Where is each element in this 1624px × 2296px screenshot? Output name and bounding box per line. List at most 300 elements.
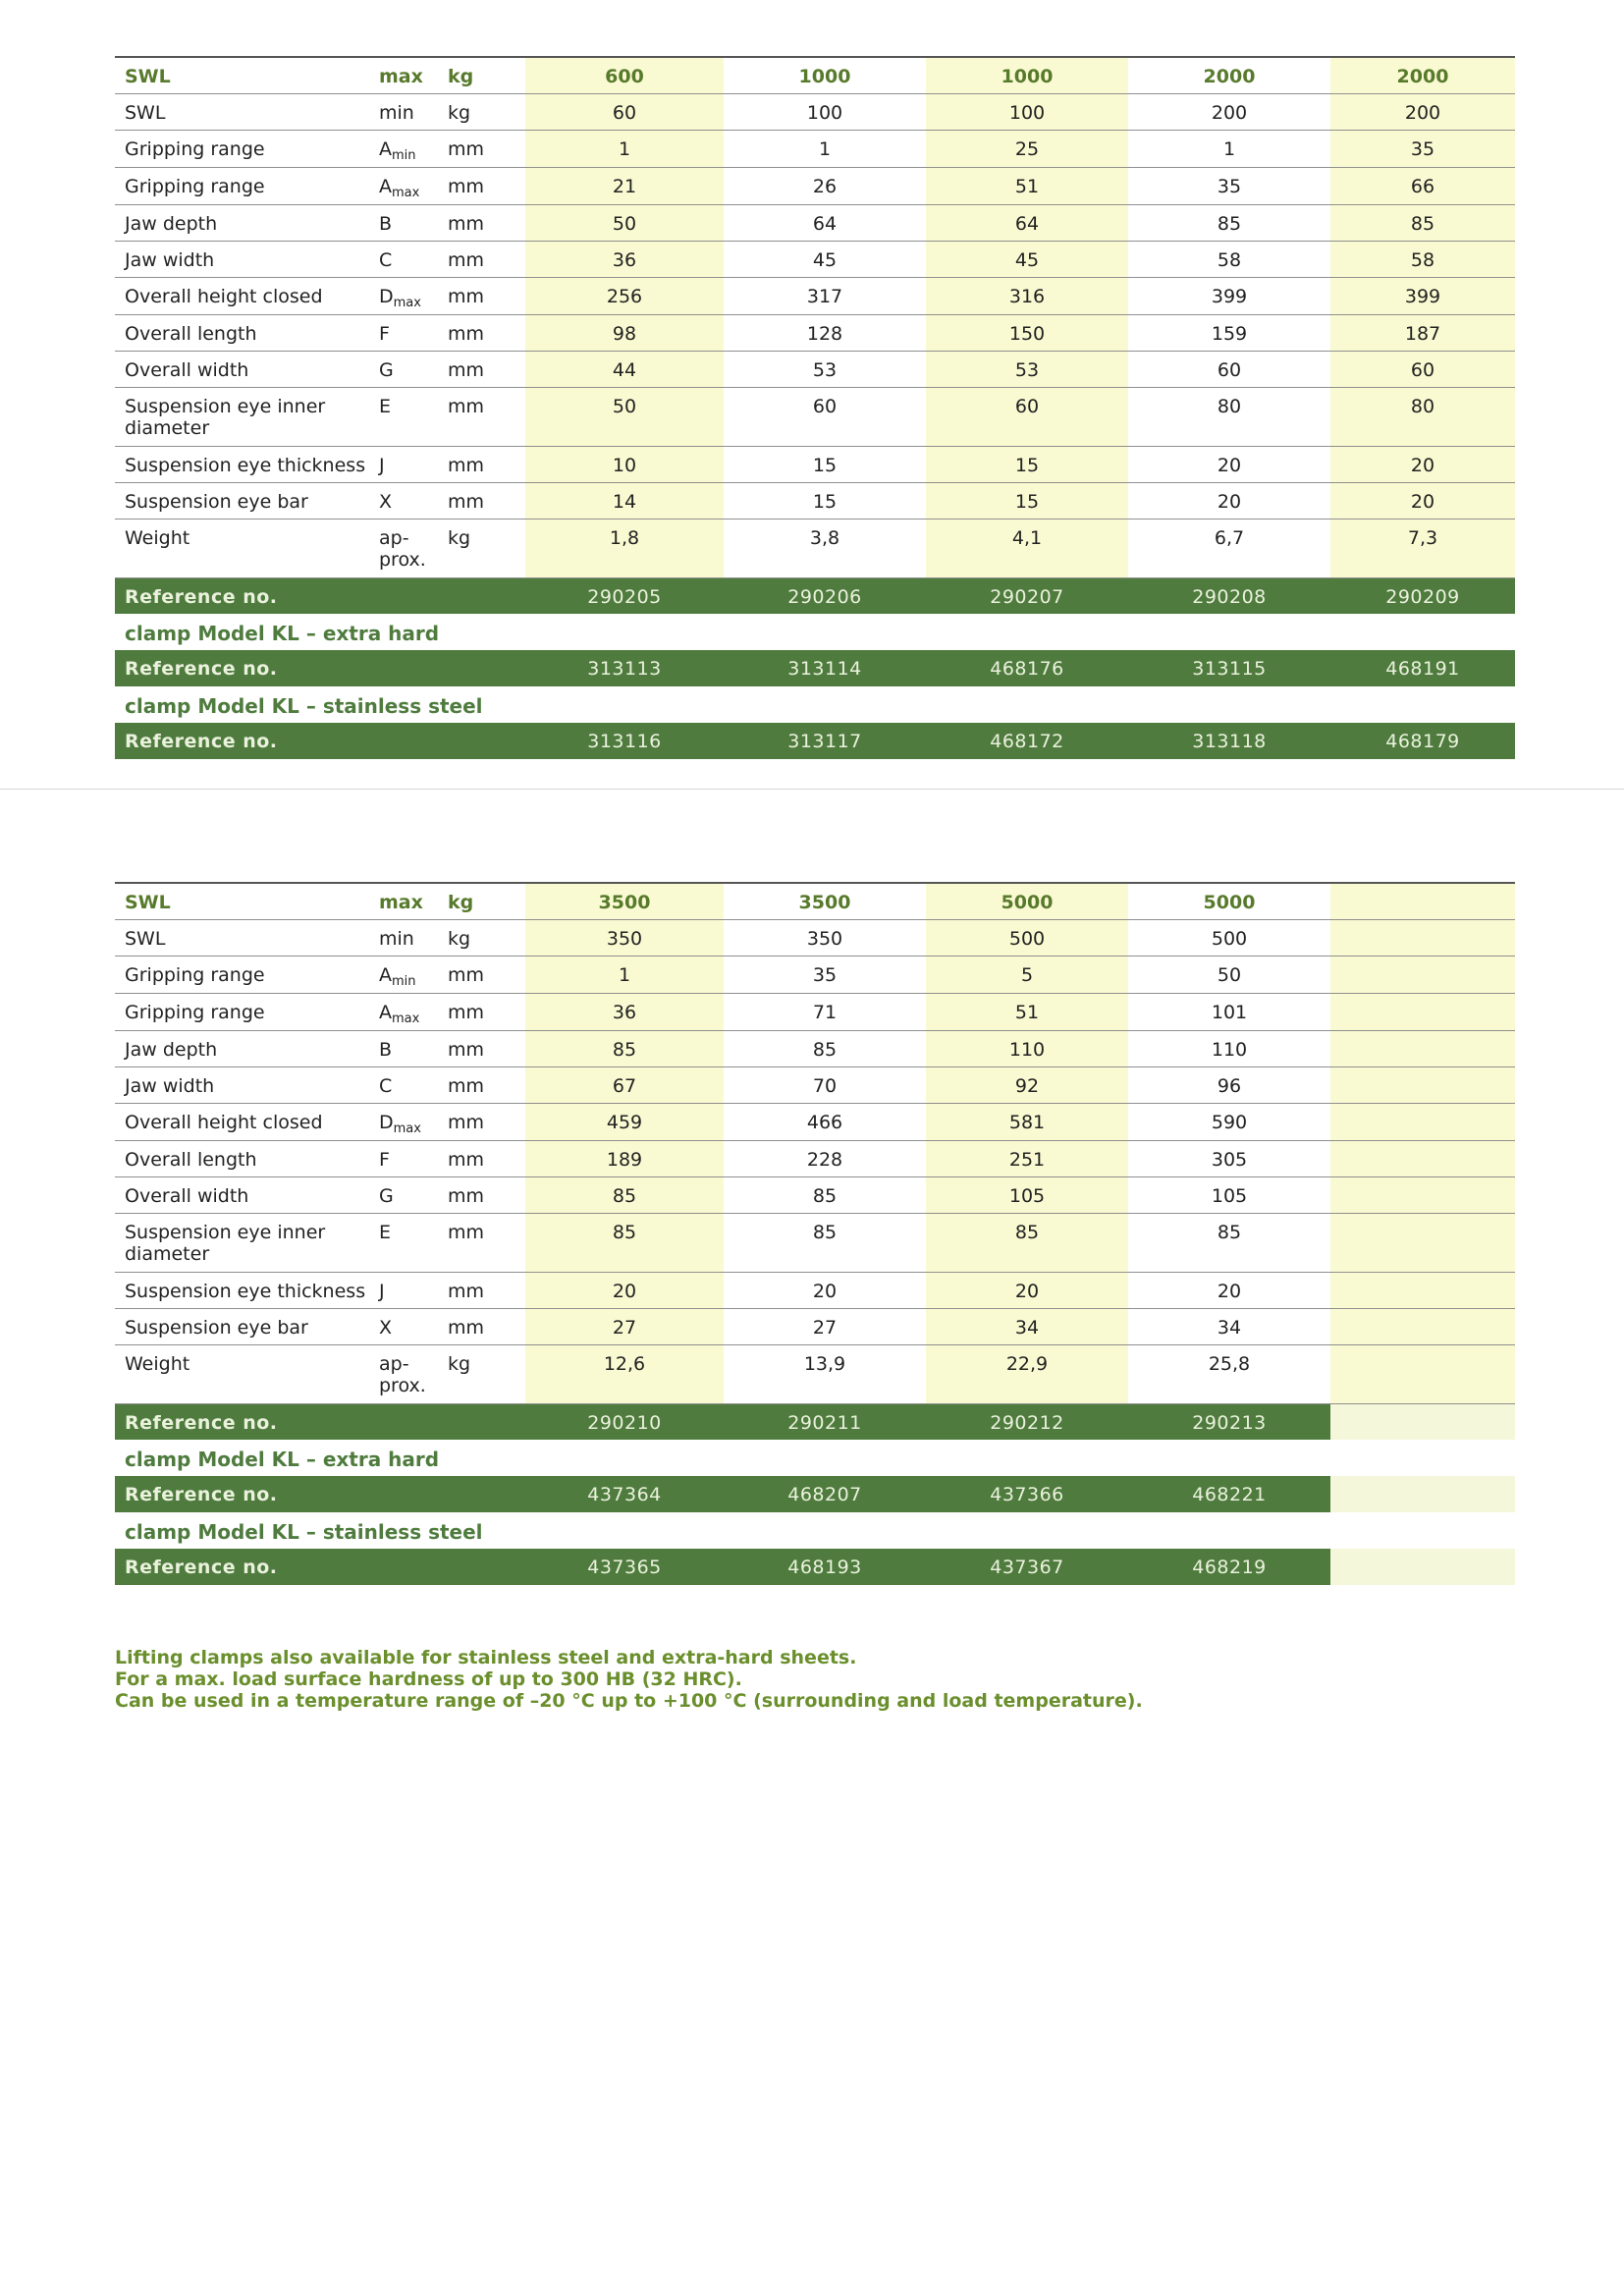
value-cell: 12,6: [525, 1344, 724, 1403]
value-cell: 85: [926, 1213, 1128, 1272]
value-cell: 159: [1128, 314, 1330, 351]
value-cell: [1330, 993, 1515, 1030]
spec-row: [115, 277, 1515, 314]
value-cell: 350: [724, 919, 926, 956]
value-cell: 80: [1128, 387, 1330, 446]
symbol-text: C: [379, 248, 393, 271]
value-cell: 85: [525, 1213, 724, 1272]
value-cell: 187: [1330, 314, 1515, 351]
reference-number: 313115: [1128, 650, 1330, 686]
value-cell: 51: [926, 167, 1128, 204]
value-cell: 105: [926, 1176, 1128, 1213]
row-unit: kg: [444, 57, 525, 93]
row-unit: mm: [444, 314, 525, 351]
row-label: Suspension eye bar: [115, 1308, 375, 1344]
row-unit: mm: [444, 277, 525, 314]
value-cell: 51: [926, 993, 1128, 1030]
value-cell: 1000: [926, 57, 1128, 93]
value-cell: 45: [926, 241, 1128, 277]
value-cell: 10: [525, 446, 724, 482]
value-cell: 500: [1128, 919, 1330, 956]
row-symbol: [375, 93, 444, 130]
row-label: Overall length: [115, 314, 375, 351]
value-cell: 98: [525, 314, 724, 351]
row-symbol: [375, 314, 444, 351]
row-symbol: max: [375, 57, 444, 93]
spec-row: [115, 1272, 1515, 1308]
row-unit: mm: [444, 1140, 525, 1176]
value-cell: 3500: [525, 883, 724, 919]
row-label: Overall height closed: [115, 1103, 375, 1140]
row-symbol: [375, 446, 444, 482]
value-cell: 15: [724, 482, 926, 519]
symbol-text: ap-prox.: [379, 1352, 426, 1396]
row-label: Jaw depth: [115, 204, 375, 241]
value-cell: 2000: [1330, 57, 1515, 93]
row-unit: mm: [444, 204, 525, 241]
symbol-subscript: max: [392, 1011, 420, 1026]
value-cell: 71: [724, 993, 926, 1030]
row-symbol: [375, 1272, 444, 1308]
value-cell: [1330, 1140, 1515, 1176]
value-cell: 251: [926, 1140, 1128, 1176]
reference-number: 468176: [926, 650, 1128, 686]
note-line-1: Lifting clamps also available for stainless steel and extra-hard sheets.: [115, 1647, 857, 1668]
value-cell: 25,8: [1128, 1344, 1330, 1403]
symbol-text: J: [379, 1280, 385, 1302]
value-cell: 22,9: [926, 1344, 1128, 1403]
symbol-subscript: min: [392, 973, 416, 989]
value-cell: 2000: [1128, 57, 1330, 93]
reference-number: 290211: [724, 1403, 926, 1440]
value-cell: 60: [525, 93, 724, 130]
row-unit: mm: [444, 1308, 525, 1344]
row-label: SWL: [115, 57, 375, 93]
value-cell: 14: [525, 482, 724, 519]
value-cell: 1: [525, 130, 724, 167]
reference-number: 290210: [525, 1403, 724, 1440]
row-label: Weight: [115, 1344, 375, 1403]
row-unit: mm: [444, 1066, 525, 1103]
symbol-text: G: [379, 1184, 394, 1207]
value-cell: 58: [1330, 241, 1515, 277]
row-label: Suspension eye inner diameter: [115, 1213, 375, 1272]
value-cell: 5: [926, 956, 1128, 993]
row-label: Suspension eye bar: [115, 482, 375, 519]
row-symbol: [375, 351, 444, 387]
spec-row: [115, 446, 1515, 482]
value-cell: 64: [926, 204, 1128, 241]
reference-number: 437367: [926, 1549, 1128, 1585]
symbol-text: B: [379, 212, 393, 235]
row-label: Overall width: [115, 1176, 375, 1213]
value-cell: 96: [1128, 1066, 1330, 1103]
row-label: Overall height closed: [115, 277, 375, 314]
value-cell: 85: [724, 1030, 926, 1066]
value-cell: 399: [1128, 277, 1330, 314]
value-cell: 317: [724, 277, 926, 314]
value-cell: 58: [1128, 241, 1330, 277]
row-label: SWL: [115, 919, 375, 956]
row-unit: mm: [444, 446, 525, 482]
reference-number: 290207: [926, 577, 1128, 614]
row-unit: mm: [444, 1030, 525, 1066]
row-unit: mm: [444, 1103, 525, 1140]
value-cell: [1330, 1272, 1515, 1308]
row-symbol: [375, 387, 444, 446]
symbol-text: X: [379, 1316, 393, 1339]
availability-note: [115, 1647, 1391, 1712]
row-unit: mm: [444, 1176, 525, 1213]
spec-row: [115, 204, 1515, 241]
model-section-row: [115, 686, 1515, 723]
value-cell: 60: [1330, 351, 1515, 387]
value-cell: 399: [1330, 277, 1515, 314]
value-cell: 20: [1128, 446, 1330, 482]
reference-number: 290205: [525, 577, 724, 614]
reference-number: 313116: [525, 723, 724, 759]
value-cell: [1330, 919, 1515, 956]
row-symbol: [375, 482, 444, 519]
value-cell: 20: [724, 1272, 926, 1308]
value-cell: 1: [525, 956, 724, 993]
reference-row: [115, 723, 1515, 759]
model-section-title: clamp Model KL – extra hard: [115, 1440, 1515, 1476]
value-cell: 15: [724, 446, 926, 482]
spec-row: [115, 519, 1515, 577]
value-cell: 105: [1128, 1176, 1330, 1213]
reference-row: [115, 1476, 1515, 1512]
reference-label: Reference no.: [115, 1403, 525, 1440]
row-symbol: [375, 1308, 444, 1344]
value-cell: 459: [525, 1103, 724, 1140]
value-cell: 1: [724, 130, 926, 167]
symbol-text: ap-prox.: [379, 526, 426, 571]
spec-row: [115, 919, 1515, 956]
row-unit: kg: [444, 919, 525, 956]
value-cell: [1330, 1030, 1515, 1066]
row-label: Weight: [115, 519, 375, 577]
row-label: Suspension eye inner diameter: [115, 387, 375, 446]
value-cell: 27: [724, 1308, 926, 1344]
spec-row: [115, 1103, 1515, 1140]
value-cell: 50: [1128, 956, 1330, 993]
spec-row: [115, 1066, 1515, 1103]
value-cell: 35: [724, 956, 926, 993]
symbol-text: F: [379, 1148, 390, 1171]
symbol-text: B: [379, 1038, 393, 1061]
value-cell: 44: [525, 351, 724, 387]
value-cell: 45: [724, 241, 926, 277]
row-symbol: max: [375, 883, 444, 919]
spec-table-2: [115, 882, 1515, 1586]
value-cell: 110: [926, 1030, 1128, 1066]
value-cell: [1330, 1344, 1515, 1403]
row-unit: mm: [444, 167, 525, 204]
row-label: Jaw width: [115, 1066, 375, 1103]
value-cell: 1,8: [525, 519, 724, 577]
value-cell: [1330, 1176, 1515, 1213]
page-divider: [0, 789, 1624, 790]
row-symbol: [375, 167, 444, 204]
row-symbol: [375, 1140, 444, 1176]
swl-max-row: [115, 883, 1515, 919]
value-cell: [1330, 1103, 1515, 1140]
spec-row: [115, 1344, 1515, 1403]
value-cell: 100: [724, 93, 926, 130]
value-cell: 101: [1128, 993, 1330, 1030]
spec-row: [115, 93, 1515, 130]
model-section-row: [115, 1512, 1515, 1549]
value-cell: 36: [525, 993, 724, 1030]
value-cell: 20: [1128, 1272, 1330, 1308]
row-unit: mm: [444, 387, 525, 446]
note-line-2: For a max. load surface hardness of up to 300 HB (32 HRC).: [115, 1668, 742, 1690]
symbol-text: D: [379, 285, 394, 307]
swl-max-row: [115, 57, 1515, 93]
row-unit: mm: [444, 482, 525, 519]
row-label: Suspension eye thickness: [115, 446, 375, 482]
row-symbol: [375, 1213, 444, 1272]
value-cell: 350: [525, 919, 724, 956]
row-unit: mm: [444, 351, 525, 387]
row-unit: mm: [444, 1213, 525, 1272]
symbol-text: D: [379, 1111, 394, 1133]
row-unit: kg: [444, 93, 525, 130]
reference-number: 313118: [1128, 723, 1330, 759]
reference-number: [1330, 1403, 1515, 1440]
row-label: SWL: [115, 93, 375, 130]
reference-number: [1330, 1476, 1515, 1512]
row-symbol: [375, 956, 444, 993]
reference-label: Reference no.: [115, 1476, 525, 1512]
reference-label: Reference no.: [115, 577, 525, 614]
value-cell: 600: [525, 57, 724, 93]
spec-table-1: [115, 56, 1515, 760]
value-cell: [1330, 956, 1515, 993]
reference-label: Reference no.: [115, 723, 525, 759]
reference-label: Reference no.: [115, 650, 525, 686]
value-cell: 256: [525, 277, 724, 314]
reference-number: 313113: [525, 650, 724, 686]
value-cell: 70: [724, 1066, 926, 1103]
spec-row: [115, 482, 1515, 519]
reference-number: 290212: [926, 1403, 1128, 1440]
symbol-subscript: max: [392, 185, 420, 200]
value-cell: 150: [926, 314, 1128, 351]
value-cell: 20: [1128, 482, 1330, 519]
row-symbol: [375, 993, 444, 1030]
value-cell: 80: [1330, 387, 1515, 446]
row-label: Jaw depth: [115, 1030, 375, 1066]
symbol-text: G: [379, 358, 394, 381]
value-cell: 50: [525, 204, 724, 241]
symbol-text: C: [379, 1074, 393, 1097]
value-cell: 5000: [1128, 883, 1330, 919]
value-cell: 50: [525, 387, 724, 446]
row-symbol: [375, 130, 444, 167]
value-cell: 305: [1128, 1140, 1330, 1176]
reference-number: [1330, 1549, 1515, 1585]
reference-number: 437364: [525, 1476, 724, 1512]
value-cell: 92: [926, 1066, 1128, 1103]
reference-number: 290208: [1128, 577, 1330, 614]
symbol-subscript: max: [393, 295, 421, 310]
value-cell: 85: [1128, 1213, 1330, 1272]
row-label: Gripping range: [115, 993, 375, 1030]
value-cell: 15: [926, 482, 1128, 519]
row-label: SWL: [115, 883, 375, 919]
value-cell: 20: [1330, 482, 1515, 519]
value-cell: 64: [724, 204, 926, 241]
value-cell: 85: [724, 1176, 926, 1213]
symbol-text: A: [379, 175, 392, 197]
row-symbol: [375, 204, 444, 241]
value-cell: 85: [724, 1213, 926, 1272]
symbol-text: min: [379, 927, 414, 950]
value-cell: 15: [926, 446, 1128, 482]
symbol-text: E: [379, 395, 392, 417]
spec-row: [115, 351, 1515, 387]
value-cell: 35: [1330, 130, 1515, 167]
value-cell: 200: [1128, 93, 1330, 130]
value-cell: 316: [926, 277, 1128, 314]
row-symbol: [375, 1344, 444, 1403]
value-cell: 5000: [926, 883, 1128, 919]
reference-number: 468191: [1330, 650, 1515, 686]
reference-number: 468207: [724, 1476, 926, 1512]
reference-row: [115, 1403, 1515, 1440]
spec-row: [115, 387, 1515, 446]
row-unit: mm: [444, 130, 525, 167]
symbol-text: A: [379, 963, 392, 986]
symbol-text: J: [379, 454, 385, 476]
value-cell: 25: [926, 130, 1128, 167]
row-unit: kg: [444, 1344, 525, 1403]
row-symbol: [375, 1103, 444, 1140]
symbol-text: A: [379, 1001, 392, 1023]
value-cell: 20: [926, 1272, 1128, 1308]
value-cell: [1330, 883, 1515, 919]
spec-row: [115, 1140, 1515, 1176]
row-symbol: [375, 241, 444, 277]
model-section-title: clamp Model KL – extra hard: [115, 614, 1515, 650]
reference-number: 290213: [1128, 1403, 1330, 1440]
row-unit: mm: [444, 956, 525, 993]
model-section-title: clamp Model KL – stainless steel: [115, 1512, 1515, 1549]
value-cell: [1330, 1213, 1515, 1272]
reference-number: 468172: [926, 723, 1128, 759]
value-cell: [1330, 1308, 1515, 1344]
row-symbol: [375, 1066, 444, 1103]
note-line-3: Can be used in a temperature range of –20 °C up to +100 °C (surrounding and load temperature).: [115, 1690, 1143, 1712]
value-cell: 85: [525, 1030, 724, 1066]
value-cell: 7,3: [1330, 519, 1515, 577]
value-cell: 128: [724, 314, 926, 351]
value-cell: 21: [525, 167, 724, 204]
row-label: Gripping range: [115, 167, 375, 204]
value-cell: 27: [525, 1308, 724, 1344]
row-symbol: [375, 277, 444, 314]
row-unit: kg: [444, 883, 525, 919]
reference-row: [115, 1549, 1515, 1585]
model-section-row: [115, 1440, 1515, 1476]
row-unit: mm: [444, 241, 525, 277]
reference-number: 313117: [724, 723, 926, 759]
reference-number: 437365: [525, 1549, 724, 1585]
value-cell: 53: [724, 351, 926, 387]
row-label: Gripping range: [115, 956, 375, 993]
model-section-title: clamp Model KL – stainless steel: [115, 686, 1515, 723]
spec-row: [115, 167, 1515, 204]
symbol-text: min: [379, 101, 414, 124]
row-symbol: [375, 519, 444, 577]
value-cell: 35: [1128, 167, 1330, 204]
value-cell: 590: [1128, 1103, 1330, 1140]
spec-row: [115, 314, 1515, 351]
value-cell: 6,7: [1128, 519, 1330, 577]
value-cell: 60: [724, 387, 926, 446]
spec-row: [115, 1030, 1515, 1066]
spec-row: [115, 1213, 1515, 1272]
symbol-text: E: [379, 1221, 392, 1243]
symbol-text: A: [379, 137, 392, 160]
value-cell: 1000: [724, 57, 926, 93]
reference-label: Reference no.: [115, 1549, 525, 1585]
spec-row: [115, 1308, 1515, 1344]
reference-number: 468221: [1128, 1476, 1330, 1512]
symbol-text: X: [379, 490, 393, 513]
reference-row: [115, 577, 1515, 614]
value-cell: 1: [1128, 130, 1330, 167]
value-cell: 67: [525, 1066, 724, 1103]
row-symbol: [375, 1030, 444, 1066]
value-cell: 500: [926, 919, 1128, 956]
value-cell: 228: [724, 1140, 926, 1176]
row-label: Suspension eye thickness: [115, 1272, 375, 1308]
value-cell: 3500: [724, 883, 926, 919]
row-label: Overall width: [115, 351, 375, 387]
reference-number: 468219: [1128, 1549, 1330, 1585]
value-cell: 3,8: [724, 519, 926, 577]
row-label: Overall length: [115, 1140, 375, 1176]
row-symbol: [375, 919, 444, 956]
reference-row: [115, 650, 1515, 686]
value-cell: 34: [1128, 1308, 1330, 1344]
value-cell: 66: [1330, 167, 1515, 204]
value-cell: 466: [724, 1103, 926, 1140]
spec-row: [115, 1176, 1515, 1213]
value-cell: 60: [926, 387, 1128, 446]
value-cell: 4,1: [926, 519, 1128, 577]
reference-number: 290206: [724, 577, 926, 614]
value-cell: 20: [525, 1272, 724, 1308]
value-cell: [1330, 1066, 1515, 1103]
row-unit: mm: [444, 993, 525, 1030]
value-cell: 13,9: [724, 1344, 926, 1403]
symbol-subscript: min: [392, 147, 416, 163]
row-symbol: [375, 1176, 444, 1213]
symbol-text: F: [379, 322, 390, 345]
reference-number: 313114: [724, 650, 926, 686]
row-unit: mm: [444, 1272, 525, 1308]
value-cell: 200: [1330, 93, 1515, 130]
value-cell: 110: [1128, 1030, 1330, 1066]
value-cell: 100: [926, 93, 1128, 130]
row-label: Gripping range: [115, 130, 375, 167]
spec-row: [115, 956, 1515, 993]
symbol-subscript: max: [393, 1121, 421, 1136]
